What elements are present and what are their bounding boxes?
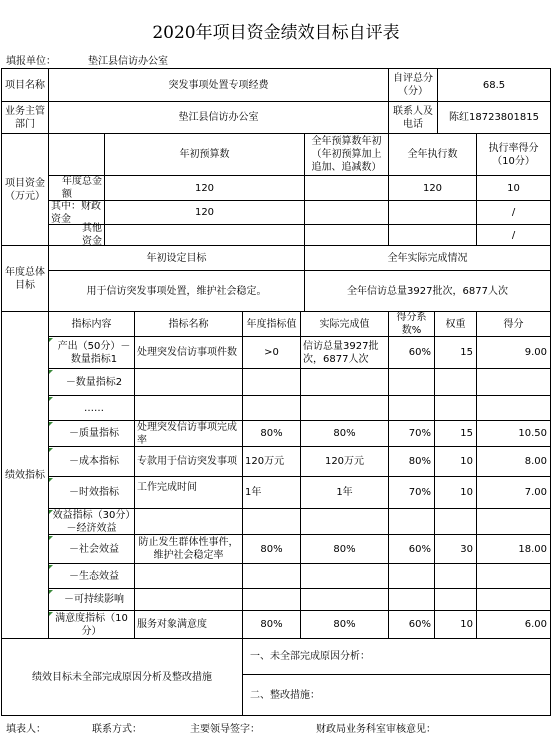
footer-filler: 填表人：: [6, 724, 46, 735]
perf-weight: 30: [460, 543, 473, 555]
analysis-item-1: 一、未全部完成原因分析：: [250, 651, 370, 662]
perf-score: 9.00: [524, 347, 547, 358]
perf-coef: 60%: [408, 543, 431, 555]
funds-cell: [389, 201, 476, 224]
contact-label: 联系人及电话: [393, 105, 433, 130]
perf-coef: 70%: [408, 487, 431, 498]
perf-weight: 10: [460, 456, 473, 467]
self-score-value: 68.5: [482, 79, 506, 91]
funds-label: 项目资金（万元）: [5, 177, 45, 202]
perf-target: >0: [264, 347, 279, 358]
perf-header: 得分: [503, 318, 524, 330]
perf-content: 满意度指标（10分）: [55, 612, 128, 637]
perf-header: 年度指标值: [246, 318, 297, 330]
perf-header: 权重: [445, 318, 466, 330]
cell-marker: [49, 590, 53, 594]
funds-header: 全年预算数年初（年初预算加上追加、追减数）: [311, 136, 382, 173]
perf-score: 18.00: [518, 543, 547, 555]
self-score-label: 自评总分（分）: [393, 73, 433, 97]
perf-content: －时效指标: [69, 487, 119, 498]
perf-name: 服务对象满意度: [137, 619, 207, 630]
perf-score: 6.00: [524, 619, 547, 630]
perf-coef: 60%: [408, 619, 431, 630]
cell-marker: [49, 565, 53, 569]
perf-target: 80%: [260, 428, 283, 439]
perf-name: 工作完成时间: [137, 481, 197, 493]
perf-header: 得分系数%: [396, 312, 427, 336]
funds-row-label: 其他资金: [82, 223, 102, 247]
funds-row-label: 其中：财政资金: [51, 200, 101, 225]
perf-content: －可持续影响: [64, 594, 124, 605]
annual-actual-header: 全年实际完成情况: [387, 252, 468, 264]
perf-actual: 信访总量3927批次，6877人次: [303, 340, 379, 365]
perf-weight: 10: [460, 487, 473, 498]
perf-header: 指标名称: [168, 318, 209, 330]
project-name: 突发事项处置专项经费: [168, 79, 269, 91]
perf-actual: 1年: [336, 487, 353, 498]
perf-label: 绩效指标: [5, 469, 45, 481]
funds-cell: /: [511, 229, 516, 241]
funds-header: 全年执行数: [407, 149, 458, 160]
annual-set-text: 用于信访突发事项处置，维护社会稳定。: [86, 285, 267, 297]
funds-header: 执行率得分（10分）: [488, 142, 539, 167]
perf-target: 1年: [245, 487, 262, 498]
perf-target: 80%: [260, 543, 283, 555]
dept-name: 垫江县信访办公室: [178, 112, 259, 123]
perf-content: 产出（50分）－数量指标1: [57, 340, 131, 365]
funds-row-label: 年度总金额: [62, 176, 102, 200]
funds-cell: /: [511, 207, 516, 218]
funds-cell: 10: [507, 182, 520, 194]
funds-cell: [305, 201, 388, 224]
perf-coef: 80%: [408, 456, 431, 467]
funds-cell: 120: [194, 207, 215, 218]
perf-header: 指标内容: [71, 318, 112, 330]
perf-target: 80%: [260, 619, 283, 630]
perf-name: 处理突发信访事项件数: [137, 347, 237, 358]
dept-label: 业务主管部门: [5, 105, 45, 130]
footer-leader: 主要领导签字：: [190, 724, 260, 735]
perf-content: －成本指标: [69, 456, 119, 467]
project-name-label: 项目名称: [5, 79, 45, 91]
funds-cell: [389, 225, 476, 245]
analysis-label: 绩效目标未全部完成原因分析及整改措施: [32, 671, 212, 683]
funds-cell: 120: [422, 182, 443, 194]
perf-weight: 15: [460, 347, 473, 358]
filler-unit-label: 填报单位：: [6, 56, 56, 67]
filler-unit-value: 垫江县信访办公室: [88, 56, 168, 67]
analysis-item-2: 二、整改措施：: [250, 689, 320, 701]
perf-content: －社会效益: [69, 543, 119, 555]
perf-content: －数量指标2: [65, 376, 123, 388]
perf-content: －质量指标: [69, 428, 119, 439]
perf-name: 专款用于信访突发事项: [137, 456, 237, 467]
funds-cell: [105, 225, 304, 245]
perf-actual: 80%: [333, 543, 356, 555]
cell-marker: [49, 536, 53, 540]
perf-name: 处理突发信访事项完成率: [137, 421, 237, 446]
cell-marker: [49, 478, 53, 482]
cell-marker: [49, 397, 53, 401]
perf-header: 实际完成值: [319, 318, 370, 330]
perf-score: 7.00: [524, 487, 547, 498]
perf-content: －生态效益: [69, 570, 119, 582]
perf-score: 10.50: [518, 428, 547, 439]
funds-header: 年初预算数: [179, 149, 230, 160]
perf-weight: 15: [460, 428, 473, 439]
perf-actual: 120万元: [324, 456, 365, 467]
annual-set-header: 年初设定目标: [146, 252, 207, 264]
perf-coef: 60%: [408, 347, 431, 358]
annual-goal-label: 年度总体目标: [5, 266, 45, 291]
cell-marker: [49, 338, 53, 342]
cell-marker: [49, 422, 53, 426]
cell-marker: [49, 370, 53, 374]
perf-actual: 80%: [333, 619, 356, 630]
perf-coef: 70%: [408, 428, 431, 439]
annual-actual-text: 全年信访总量3927批次，6877人次: [347, 285, 508, 297]
perf-actual: 80%: [333, 428, 356, 439]
page-title: 2020年项目资金绩效目标自评表: [152, 23, 400, 43]
funds-cell: 120: [194, 182, 215, 194]
perf-weight: 10: [460, 619, 473, 630]
perf-content: 效益指标（30分）－经济效益: [52, 509, 131, 534]
perf-name: 防止发生群体性事件，维护社会稳定率: [138, 537, 239, 561]
footer-review: 财政局业务科室审核意见：: [316, 724, 436, 735]
funds-cell: [305, 225, 388, 245]
cell-marker: [49, 448, 53, 452]
perf-target: 120万元: [245, 456, 285, 467]
footer-contact: 联系方式：: [92, 724, 142, 735]
funds-cell: [305, 176, 388, 200]
perf-content: ……: [84, 402, 104, 414]
contact-value: 陈红18723801815: [449, 112, 539, 123]
perf-score: 8.00: [524, 456, 547, 467]
